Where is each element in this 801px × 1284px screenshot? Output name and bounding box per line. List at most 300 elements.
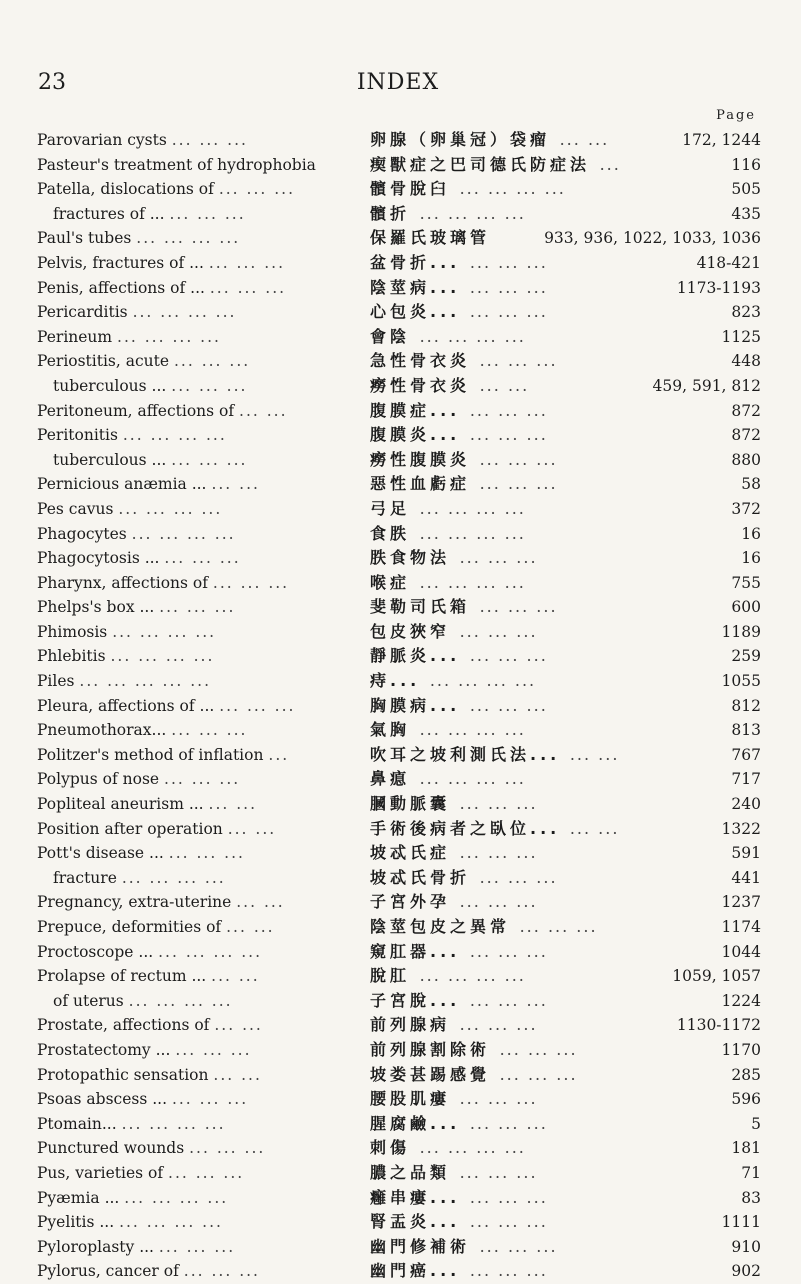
entry-english-term [37,1087,248,1112]
entry-chinese-text: 髕骨脫臼 [370,179,451,199]
entry-english-text: Penis, affections of ... [37,278,205,297]
entry-english-text: of uterus [53,991,124,1010]
entry-english-term [37,153,316,178]
entry-chinese-term [370,1013,538,1038]
entry-chinese-text: 保羅氏玻璃管 [370,228,491,248]
entry-leader-dots: ... ... ... [164,549,241,568]
index-entry [37,694,761,719]
entry-leader-dots: ... ... [208,795,258,814]
entry-english-text: Pyelitis ... [37,1213,115,1232]
entry-leader-dots: ... ... ... ... [117,327,221,346]
entry-page-reference: 372 [731,499,761,518]
entry-chinese-text: 靜脈炎... [370,646,461,666]
entry-page-reference: 1125 [721,327,761,346]
entry-english-text: Pregnancy, extra-uterine [37,893,232,912]
entry-leader-dots: ... ... ... ... [122,426,227,445]
entry-english-term [37,1210,223,1235]
entry-chinese-term [370,349,558,374]
entry-page-reference: 1111 [721,1213,761,1232]
index-entry [37,767,761,792]
entry-leader-dots: ... ... ... ... [132,303,237,322]
index-entry [37,1063,761,1088]
entry-page-reference: 1173-1193 [676,278,761,297]
entry-page-reference: 812 [731,696,761,715]
entry-chinese-text: 弓足 [370,498,411,518]
entry-chinese-text: 坡娄甚踢感覺 [370,1064,491,1084]
entry-english-term [37,964,260,989]
entry-page-reference: 1174 [721,918,761,936]
entry-english-text: Periostitis, acute [37,352,170,371]
entry-english-term [37,251,285,276]
entry-chinese-text: 盆骨折... [370,252,461,272]
entry-page-reference: 813 [731,721,761,740]
entry-chinese-text: 手術後病者之臥位... [370,818,561,838]
index-entry [37,989,761,1014]
entry-chinese-term [370,276,548,301]
entry-english-term [53,374,247,399]
entry-leader-dots: ... ... [227,819,277,838]
index-entry [37,1112,761,1137]
entry-leader-dots: ... ... ... [459,794,538,814]
entry-chinese-text: 坡忒氏骨折 [370,867,471,887]
index-entry [37,1259,761,1284]
entry-english-text: Phimosis [37,622,108,641]
entry-page-reference: 181 [731,1139,761,1158]
entry-leader-dots: ... ... ... [209,278,287,297]
entry-english-text: Patella, dislocations of [37,180,214,199]
entry-leader-dots: ... ... ... ... ... [79,672,212,691]
entry-leader-dots: ... ... ... [479,351,558,371]
entry-chinese-text: 包皮狹窄 [370,621,451,641]
entry-page-reference: 1044 [721,942,761,961]
entry-english-term [53,448,247,473]
entry-leader-dots: ... ... ... [212,573,290,592]
entry-english-text: Prostate, affections of [37,1016,210,1035]
entry-leader-dots: ... ... ... [469,400,548,420]
entry-page-reference: 5 [751,1114,761,1133]
index-entry [37,1210,761,1235]
entry-chinese-term [370,546,538,571]
entry-chinese-term [370,325,526,350]
entry-leader-dots: ... ... ... [171,450,248,469]
entry-leader-dots: ... ... ... [499,1039,578,1059]
entry-page-reference: 880 [731,450,761,469]
entry-leader-dots: ... ... ... ... [419,326,526,346]
entry-page-reference: 1189 [721,622,761,641]
index-entry [37,153,761,178]
entry-leader-dots: ... ... ... [459,1162,538,1182]
index-entry [37,718,761,743]
entry-chinese-text: 腥腐鹼... [370,1113,461,1133]
entry-leader-dots: ... ... ... ... [419,572,526,592]
entry-page-reference: 872 [731,426,761,445]
entry-english-text: Pharynx, affections of [37,573,208,592]
entry-english-term [37,546,241,571]
entry-chinese-term [370,571,526,596]
entry-english-text: fracture [53,868,117,887]
entry-page-reference: 240 [731,795,761,814]
entry-chinese-text: 鼻瘜 [370,769,411,789]
entry-chinese-term [370,1161,538,1186]
entry-page-reference: 418-421 [696,253,761,272]
entry-english-term [37,399,288,424]
entry-leader-dots: ... [599,154,621,174]
index-entry [37,571,761,596]
entry-english-text: Popliteal aneurism ... [37,795,204,814]
index-entry [37,1186,761,1211]
entry-english-term [37,644,214,669]
entry-page-reference: 1237 [721,893,761,912]
index-entry [37,497,761,522]
entry-chinese-text: 子宮脫... [370,990,461,1010]
entry-page-reference: 285 [731,1065,761,1084]
entry-chinese-text: 髕折 [370,203,411,223]
entry-chinese-term [370,669,536,694]
entry-page-reference: 441 [731,868,761,887]
entry-leader-dots: ... ... ... ... [136,229,241,248]
entry-chinese-text: 胅食物法 [370,548,451,568]
index-entry [37,423,761,448]
entry-english-text: Pasteur's treatment of hydrophobia [37,155,316,174]
entry-english-text: Piles [37,672,75,691]
page-column-label: Page [716,108,756,123]
entry-chinese-text: 前列腺病 [370,1015,451,1035]
entry-english-text: Prolapse of rectum ... [37,967,207,986]
entry-leader-dots: ... ... ... [218,180,296,199]
entry-chinese-term [370,1136,526,1161]
entry-page-reference: 259 [731,647,761,666]
entry-leader-dots: ... ... ... [469,646,548,666]
entry-chinese-term [370,989,548,1014]
entry-leader-dots: ... ... ... ... [419,498,526,518]
entry-page-reference: 16 [741,549,761,568]
entry-leader-dots: ... ... ... ... [110,647,215,666]
entry-page-reference: 933, 936, 1022, 1033, 1036 [544,229,761,248]
index-entry [37,1235,761,1260]
entry-english-text: tuberculous ... [53,450,167,469]
index-entry [37,743,761,768]
entry-chinese-text: 癆性腹膜炎 [370,449,471,469]
entry-english-term [37,1112,226,1137]
entry-leader-dots: ... ... ... [158,1237,236,1256]
entry-chinese-term [370,866,558,891]
entry-chinese-text: 幽門修補術 [370,1236,471,1256]
entry-english-term [37,472,260,497]
entry-page-reference: 1170 [721,1040,761,1059]
entry-chinese-term [370,890,538,915]
entry-leader-dots: ... ... ... [219,696,296,715]
entry-english-term [37,177,295,202]
entry-page-reference: 116 [731,155,761,174]
entry-english-text: Pyloroplasty ... [37,1237,154,1256]
index-entry [37,817,761,842]
entry-chinese-text: 脫肛 [370,966,411,986]
entry-leader-dots: ... ... [479,375,530,395]
entry-leader-dots: ... ... ... [469,1113,548,1133]
index-entry [37,1087,761,1112]
entry-english-text: Parovarian cysts [37,131,167,149]
entry-english-text: Pylorus, cancer of [37,1262,179,1281]
index-entry [37,276,761,301]
entry-chinese-term [370,226,490,251]
entry-leader-dots: ... ... ... ... [419,523,526,543]
entry-english-text: Paul's tubes [37,229,132,248]
entry-chinese-term [370,620,538,645]
entry-leader-dots: ... ... ... [459,892,538,912]
entry-english-term [37,841,245,866]
entry-chinese-term [370,1186,548,1211]
entry-english-text: Phelps's box ... [37,598,155,617]
entry-chinese-term [370,497,526,522]
entry-leader-dots: ... ... ... [469,695,548,715]
entry-page-reference: 910 [731,1237,761,1256]
entry-english-term [37,1161,244,1186]
entry-leader-dots: ... ... ... ... [128,991,233,1010]
entry-leader-dots: ... ... ... [479,867,558,887]
page-header [38,70,758,100]
entry-english-text: Pneumothorax... [37,721,167,740]
entry-english-term [37,620,216,645]
entry-chinese-text: 癆性骨衣炎 [370,375,471,395]
entry-leader-dots: ... ... ... ... [419,203,526,223]
entry-leader-dots: ... ... ... [479,474,558,494]
entry-page-reference: 717 [731,770,761,789]
entry-chinese-term [370,1063,578,1088]
entry-leader-dots: ... ... ... [171,721,248,740]
page-number: 23 [38,70,66,95]
entry-chinese-text: 坡忒氏症 [370,843,451,863]
entry-leader-dots: ... [268,745,290,764]
entry-leader-dots: ... ... ... [459,843,538,863]
entry-leader-dots: ... ... ... [189,1139,266,1158]
entry-english-text: Polypus of nose [37,770,160,789]
entry-english-term [37,497,222,522]
entry-english-text: Pyæmia ... [37,1188,120,1207]
entry-page-reference: 1130-1172 [676,1016,761,1035]
entry-leader-dots: ... ... ... [459,1089,538,1109]
entry-chinese-text: 痔... [370,671,421,691]
entry-english-term [53,989,233,1014]
index-entry [37,866,761,891]
entry-page-reference: 596 [731,1090,761,1109]
entry-english-text: Peritonitis [37,426,118,445]
index-entry [37,964,761,989]
entry-chinese-term [370,694,548,719]
entry-english-text: Pleura, affections of ... [37,696,215,715]
entry-english-term [37,325,221,350]
entry-english-text: Phagocytes [37,524,127,543]
entry-chinese-term [370,423,548,448]
entry-chinese-text: 腹膜炎... [370,425,461,445]
entry-chinese-term [370,595,558,620]
entry-chinese-term [370,1112,548,1137]
entry-leader-dots: ... ... ... ... [419,769,526,789]
index-entry [37,202,761,227]
entry-english-text: fractures of ... [53,204,165,223]
entry-chinese-term [370,767,526,792]
entry-page-reference: 767 [731,745,761,764]
entry-chinese-text: 食胅 [370,523,411,543]
entry-leader-dots: ... ... ... [171,131,248,149]
index-entry [37,325,761,350]
entry-leader-dots: ... ... ... ... [121,868,226,887]
entry-page-reference: 755 [731,573,761,592]
entry-chinese-text: 瘈獸症之巴司德氏防症法 [370,154,591,174]
entry-leader-dots: ... ... ... ... [419,1138,526,1158]
entry-leader-dots: ... ... ... [459,621,538,641]
entry-chinese-term [370,964,526,989]
index-entry [37,1038,761,1063]
entry-chinese-term [370,177,566,202]
entry-chinese-text: 卵腺（卵巢冠）袋瘤 [370,130,551,149]
index-entry [37,1136,761,1161]
entry-english-term [37,1063,262,1088]
entry-leader-dots: ... ... ... [469,277,548,297]
entry-english-term [53,866,226,891]
entry-leader-dots: ... ... ... ... [121,1114,226,1133]
entry-english-term [37,522,236,547]
entry-chinese-text: 子宮外孕 [370,892,451,912]
entry-english-term [37,1136,265,1161]
entry-leader-dots: ... ... ... [479,449,558,469]
index-entry [37,374,761,399]
index-entry [37,644,761,669]
entry-english-text: Punctured wounds [37,1139,185,1158]
entry-leader-dots: ... ... [236,893,285,912]
entry-leader-dots: ... ... ... [159,598,236,617]
entry-chinese-term [370,841,538,866]
entry-leader-dots: ... ... ... [171,376,248,395]
entry-english-term [37,792,257,817]
entry-chinese-text: 癰串瘻... [370,1187,461,1207]
entry-chinese-text: 膕動脈囊 [370,794,451,814]
entry-leader-dots: ... ... ... [479,597,558,617]
entry-chinese-text: 腹膜症... [370,400,461,420]
entry-leader-dots: ... ... ... [469,252,548,272]
index-entry [37,792,761,817]
index-entry [37,1013,761,1038]
entry-chinese-text: 刺傷 [370,1138,411,1158]
entry-leader-dots: ... ... ... [459,1015,538,1035]
entry-leader-dots: ... ... ... ... [131,524,236,543]
entry-english-text: Psoas abscess ... [37,1090,168,1109]
entry-chinese-text: 腰股肌瘻 [370,1089,451,1109]
entry-leader-dots: ... ... ... [469,1212,548,1232]
entry-leader-dots: ... ... ... [469,425,548,445]
entry-chinese-term [370,374,529,399]
entry-leader-dots: ... ... ... [469,1187,548,1207]
entry-english-text: Prepuce, deformities of [37,918,222,936]
entry-chinese-term [370,792,538,817]
entry-chinese-term [370,251,548,276]
entry-chinese-text: 窺肛器... [370,941,461,961]
entry-chinese-text: 胸膜病... [370,695,461,715]
entry-chinese-term [370,940,548,965]
index-entry [37,620,761,645]
index-list [37,128,761,1284]
entry-chinese-term [370,718,526,743]
entry-leader-dots: ... ... ... ... [112,622,217,641]
entry-leader-dots: ... ... ... [459,548,538,568]
entry-chinese-term [370,1235,558,1260]
entry-page-reference: 600 [731,598,761,617]
entry-english-text: Prostatectomy ... [37,1040,171,1059]
entry-page-reference: 823 [731,303,761,322]
entry-leader-dots: ... ... ... [208,253,286,272]
index-entry [37,226,761,251]
entry-english-text: Pus, varieties of [37,1163,164,1182]
entry-english-text: Position after operation [37,819,223,838]
entry-english-term [37,1186,228,1211]
entry-chinese-term [370,202,526,227]
index-entry [37,472,761,497]
index-entry [37,890,761,915]
page-title: INDEX [356,70,440,95]
entry-chinese-text: 惡性血虧症 [370,474,471,494]
entry-english-text: Phagocytosis ... [37,549,160,568]
entry-leader-dots: ... ... ... ... [124,1188,229,1207]
entry-leader-dots: ... ... ... [168,844,245,863]
entry-page-reference: 58 [741,475,761,494]
entry-leader-dots: ... ... [211,967,260,986]
entry-leader-dots: ... ... ... [499,1064,578,1084]
entry-chinese-text: 急性骨衣炎 [370,351,471,371]
entry-chinese-term [370,1087,538,1112]
entry-chinese-term [370,128,609,153]
entry-leader-dots: ... ... ... [469,941,548,961]
entry-english-text: Perineum [37,327,113,346]
entry-page-reference: 1224 [721,991,761,1010]
entry-english-text: Politzer's method of inflation [37,745,264,764]
entry-english-term [37,1013,263,1038]
entry-english-text: tuberculous ... [53,376,167,395]
entry-page-reference: 591 [731,844,761,863]
entry-chinese-term [370,153,621,178]
entry-leader-dots: ... ... ... [519,917,598,936]
index-entry [37,251,761,276]
entry-leader-dots: ... ... ... ... [419,966,526,986]
index-entry [37,128,761,153]
index-entry [37,669,761,694]
index-entry [37,300,761,325]
entry-leader-dots: ... ... ... [171,1090,249,1109]
entry-chinese-term [370,399,548,424]
entry-english-text: Pernicious anæmia ... [37,475,207,494]
entry-english-term [37,915,275,940]
entry-english-text: Proctoscope ... [37,942,154,961]
entry-page-reference: 1055 [721,672,761,691]
entry-chinese-text: 喉症 [370,572,411,592]
entry-chinese-text: 陰莖包皮之異常 [370,917,511,936]
entry-leader-dots: ... ... [239,401,288,420]
entry-page-reference: 16 [741,524,761,543]
entry-english-text: Peritoneum, affections of [37,401,235,420]
entry-english-term [37,595,235,620]
entry-leader-dots: ... ... [226,918,275,936]
entry-english-text: Pott's disease ... [37,844,164,863]
index-entry [37,841,761,866]
entry-chinese-term [370,472,558,497]
entry-chinese-text: 斐勒司氏箱 [370,597,471,617]
index-entry [37,399,761,424]
entry-chinese-term [370,300,548,325]
entry-english-term [37,1038,252,1063]
entry-chinese-term [370,817,619,842]
entry-page-reference: 1322 [721,819,761,838]
entry-leader-dots: ... ... ... [469,1261,548,1281]
entry-leader-dots: ... ... ... ... [429,671,537,691]
index-entry [37,595,761,620]
